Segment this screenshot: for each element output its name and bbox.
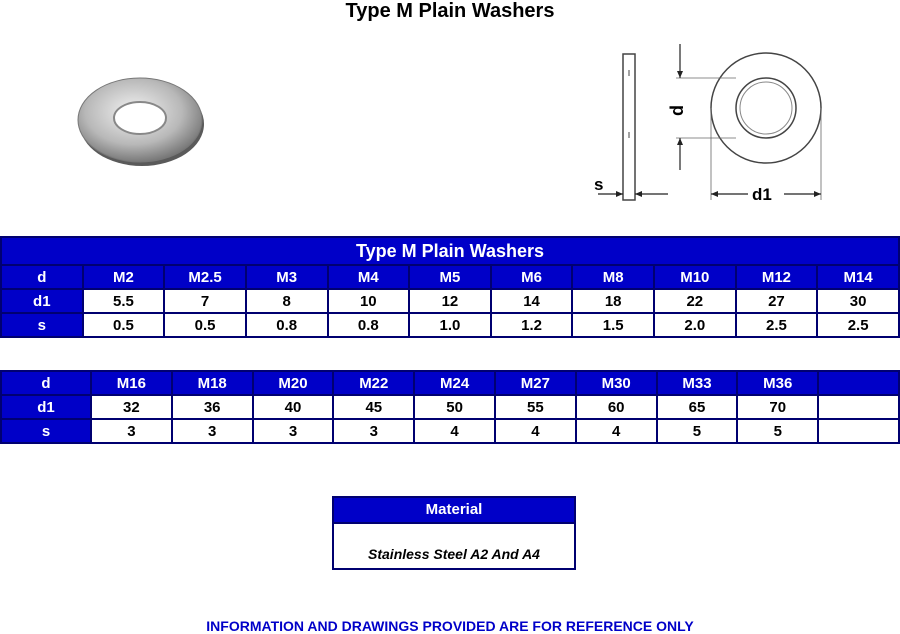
table-row xyxy=(1,289,899,313)
d1-cell: 40 xyxy=(253,395,334,419)
s-cell: 5 xyxy=(737,419,818,443)
row-label: d1 xyxy=(1,395,91,419)
d1-cell: 65 xyxy=(657,395,738,419)
s-cell: 2.0 xyxy=(654,313,736,337)
s-cell: 4 xyxy=(495,419,576,443)
size-cell: M2.5 xyxy=(164,265,246,289)
size-cell: M5 xyxy=(409,265,491,289)
material-box xyxy=(332,496,576,570)
size-cell: M3 xyxy=(246,265,328,289)
size-cell: M18 xyxy=(172,371,253,395)
d1-cell: 32 xyxy=(91,395,172,419)
size-cell: M14 xyxy=(817,265,899,289)
size-cell: M12 xyxy=(736,265,818,289)
d1-cell: 14 xyxy=(491,289,573,313)
table-row xyxy=(1,371,899,395)
size-cell: M36 xyxy=(737,371,818,395)
s-cell: 0.8 xyxy=(246,313,328,337)
s-cell: 0.8 xyxy=(328,313,410,337)
s-cell: 1.5 xyxy=(572,313,654,337)
s-cell: 2.5 xyxy=(736,313,818,337)
disclaimer-text: INFORMATION AND DRAWINGS PROVIDED ARE FOR REFERENCE ONLY xyxy=(206,618,694,634)
d1-cell: 50 xyxy=(414,395,495,419)
size-cell xyxy=(818,371,899,395)
d1-cell: 45 xyxy=(333,395,414,419)
table-caption: Type M Plain Washers xyxy=(1,237,899,265)
s-cell: 3 xyxy=(91,419,172,443)
s-cell: 2.5 xyxy=(817,313,899,337)
d1-cell: 36 xyxy=(172,395,253,419)
washer-photo xyxy=(60,60,220,180)
d1-cell: 70 xyxy=(737,395,818,419)
row-label: d1 xyxy=(1,289,83,313)
size-cell: M30 xyxy=(576,371,657,395)
s-cell: 0.5 xyxy=(164,313,246,337)
d1-cell: 55 xyxy=(495,395,576,419)
row-label: s xyxy=(1,419,91,443)
table-row xyxy=(1,419,899,443)
d1-cell: 12 xyxy=(409,289,491,313)
d1-cell: 10 xyxy=(328,289,410,313)
d1-cell xyxy=(818,395,899,419)
s-cell: 1.2 xyxy=(491,313,573,337)
washer-drawing xyxy=(580,40,830,210)
s-cell: 3 xyxy=(172,419,253,443)
size-cell: M6 xyxy=(491,265,573,289)
s-cell: 4 xyxy=(576,419,657,443)
material-heading: Material xyxy=(334,498,574,524)
row-label: d xyxy=(1,265,83,289)
size-cell: M20 xyxy=(253,371,334,395)
size-cell: M22 xyxy=(333,371,414,395)
s-cell: 5 xyxy=(657,419,738,443)
page-title: Type M Plain Washers xyxy=(345,0,555,22)
d1-cell: 60 xyxy=(576,395,657,419)
size-cell: M27 xyxy=(495,371,576,395)
row-label: s xyxy=(1,313,83,337)
d1-cell: 5.5 xyxy=(83,289,165,313)
table-row xyxy=(1,265,899,289)
size-cell: M33 xyxy=(657,371,738,395)
size-cell: M2 xyxy=(83,265,165,289)
s-cell xyxy=(818,419,899,443)
s-cell: 0.5 xyxy=(83,313,165,337)
d-label: d xyxy=(667,105,687,116)
table-row xyxy=(1,395,899,419)
row-label: d xyxy=(1,371,91,395)
s-cell: 1.0 xyxy=(409,313,491,337)
s-cell: 3 xyxy=(333,419,414,443)
washer-table-1 xyxy=(0,236,900,338)
d1-cell: 8 xyxy=(246,289,328,313)
size-cell: M10 xyxy=(654,265,736,289)
washer-table-2 xyxy=(0,370,900,444)
size-cell: M8 xyxy=(572,265,654,289)
size-cell: M24 xyxy=(414,371,495,395)
size-cell: M16 xyxy=(91,371,172,395)
d1-label: d1 xyxy=(752,185,772,204)
table-row xyxy=(1,313,899,337)
d1-cell: 18 xyxy=(572,289,654,313)
material-value: Stainless Steel A2 And A4 xyxy=(368,546,540,562)
d1-cell: 30 xyxy=(817,289,899,313)
s-label: s xyxy=(594,175,604,194)
s-cell: 3 xyxy=(253,419,334,443)
d1-cell: 22 xyxy=(654,289,736,313)
d1-cell: 7 xyxy=(164,289,246,313)
size-cell: M4 xyxy=(328,265,410,289)
d1-cell: 27 xyxy=(736,289,818,313)
s-cell: 4 xyxy=(414,419,495,443)
